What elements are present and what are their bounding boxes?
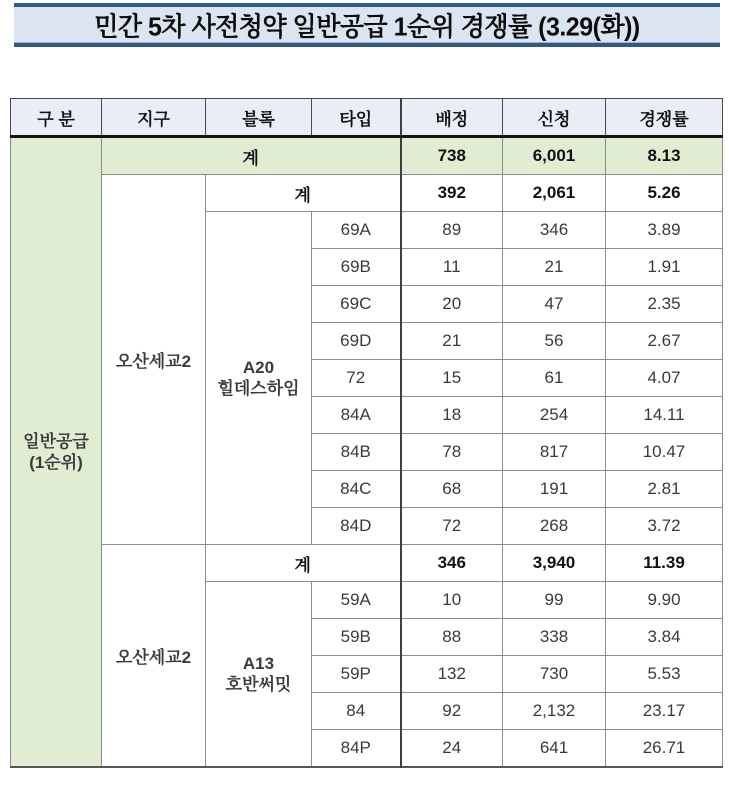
section1-total-assigned: 392 bbox=[401, 175, 503, 212]
rate-cell: 9.90 bbox=[606, 582, 723, 619]
rate-cell: 26.71 bbox=[606, 730, 723, 768]
rate-cell: 23.17 bbox=[606, 693, 723, 730]
applied-cell: 56 bbox=[503, 323, 606, 360]
assigned-cell: 132 bbox=[401, 656, 503, 693]
type-cell: 69A bbox=[312, 212, 401, 249]
col-header-category: 구 분 bbox=[11, 99, 102, 137]
type-cell: 84P bbox=[312, 730, 401, 768]
assigned-cell: 20 bbox=[401, 286, 503, 323]
applied-cell: 2,132 bbox=[503, 693, 606, 730]
applied-cell: 817 bbox=[503, 434, 606, 471]
col-header-district: 지구 bbox=[102, 99, 206, 137]
type-cell: 59A bbox=[312, 582, 401, 619]
type-cell: 84D bbox=[312, 508, 401, 545]
rate-cell: 10.47 bbox=[606, 434, 723, 471]
assigned-cell: 88 bbox=[401, 619, 503, 656]
section1-total-label: 계 bbox=[206, 175, 401, 212]
grand-total-applied: 6,001 bbox=[503, 137, 606, 175]
applied-cell: 730 bbox=[503, 656, 606, 693]
type-cell: 59P bbox=[312, 656, 401, 693]
applied-cell: 47 bbox=[503, 286, 606, 323]
grand-total-assigned: 738 bbox=[401, 137, 503, 175]
assigned-cell: 11 bbox=[401, 249, 503, 286]
category-line1: 일반공급 bbox=[23, 431, 89, 451]
assigned-cell: 78 bbox=[401, 434, 503, 471]
section1-block-line1: A20 bbox=[242, 357, 275, 377]
section2-total-row bbox=[11, 545, 723, 582]
type-cell: 69C bbox=[312, 286, 401, 323]
category-line2: (1순위) bbox=[29, 453, 83, 472]
assigned-cell: 21 bbox=[401, 323, 503, 360]
assigned-cell: 18 bbox=[401, 397, 503, 434]
col-header-block: 블록 bbox=[206, 99, 312, 137]
rate-cell: 14.11 bbox=[606, 397, 723, 434]
rate-cell: 2.81 bbox=[606, 471, 723, 508]
assigned-cell: 89 bbox=[401, 212, 503, 249]
col-header-applied: 신청 bbox=[503, 99, 606, 137]
category-cell bbox=[11, 137, 102, 768]
type-cell: 59B bbox=[312, 619, 401, 656]
applied-cell: 21 bbox=[503, 249, 606, 286]
col-header-rate: 경쟁률 bbox=[606, 99, 723, 137]
section1-block-line2: 힐데스하임 bbox=[217, 379, 300, 398]
rate-cell: 3.84 bbox=[606, 619, 723, 656]
applied-cell: 61 bbox=[503, 360, 606, 397]
rate-cell: 2.67 bbox=[606, 323, 723, 360]
page-title: 민간 5차 사전청약 일반공급 1순위 경쟁률 (3.29(화)) bbox=[94, 12, 640, 42]
section1-total-applied: 2,061 bbox=[503, 175, 606, 212]
assigned-cell: 10 bbox=[401, 582, 503, 619]
type-cell: 84 bbox=[312, 693, 401, 730]
section1-district-cell: 오산세교2 bbox=[102, 175, 206, 545]
rate-cell: 1.91 bbox=[606, 249, 723, 286]
section1-total-rate: 5.26 bbox=[606, 175, 723, 212]
section2-total-rate: 11.39 bbox=[606, 545, 723, 582]
section2-block-cell bbox=[206, 582, 312, 768]
applied-cell: 254 bbox=[503, 397, 606, 434]
applied-cell: 641 bbox=[503, 730, 606, 768]
rate-cell: 3.89 bbox=[606, 212, 723, 249]
assigned-cell: 72 bbox=[401, 508, 503, 545]
grand-total-rate: 8.13 bbox=[606, 137, 723, 175]
section2-total-assigned: 346 bbox=[401, 545, 503, 582]
section2-district-cell: 오산세교2 bbox=[102, 545, 206, 768]
applied-cell: 191 bbox=[503, 471, 606, 508]
assigned-cell: 15 bbox=[401, 360, 503, 397]
type-cell: 69D bbox=[312, 323, 401, 360]
type-cell: 69B bbox=[312, 249, 401, 286]
section2-block-line2: 호반써밋 bbox=[225, 675, 292, 694]
title-bar bbox=[14, 3, 720, 47]
applied-cell: 99 bbox=[503, 582, 606, 619]
assigned-cell: 68 bbox=[401, 471, 503, 508]
rate-cell: 3.72 bbox=[606, 508, 723, 545]
rate-cell: 2.35 bbox=[606, 286, 723, 323]
section2-total-label: 계 bbox=[206, 545, 401, 582]
competition-table bbox=[10, 98, 723, 768]
applied-cell: 346 bbox=[503, 212, 606, 249]
section1-total-row bbox=[11, 175, 723, 212]
grand-total-row bbox=[11, 137, 723, 175]
grand-total-label: 계 bbox=[102, 137, 401, 175]
type-cell: 84C bbox=[312, 471, 401, 508]
header-row bbox=[11, 99, 723, 137]
applied-cell: 268 bbox=[503, 508, 606, 545]
type-cell: 84B bbox=[312, 434, 401, 471]
assigned-cell: 92 bbox=[401, 693, 503, 730]
rate-cell: 5.53 bbox=[606, 656, 723, 693]
type-cell: 84A bbox=[312, 397, 401, 434]
rate-cell: 4.07 bbox=[606, 360, 723, 397]
col-header-assigned: 배정 bbox=[401, 99, 503, 137]
section2-block-line1: A13 bbox=[242, 653, 275, 673]
assigned-cell: 24 bbox=[401, 730, 503, 768]
col-header-type: 타입 bbox=[312, 99, 401, 137]
type-cell: 72 bbox=[312, 360, 401, 397]
section2-total-applied: 3,940 bbox=[503, 545, 606, 582]
applied-cell: 338 bbox=[503, 619, 606, 656]
section1-block-cell bbox=[206, 212, 312, 545]
